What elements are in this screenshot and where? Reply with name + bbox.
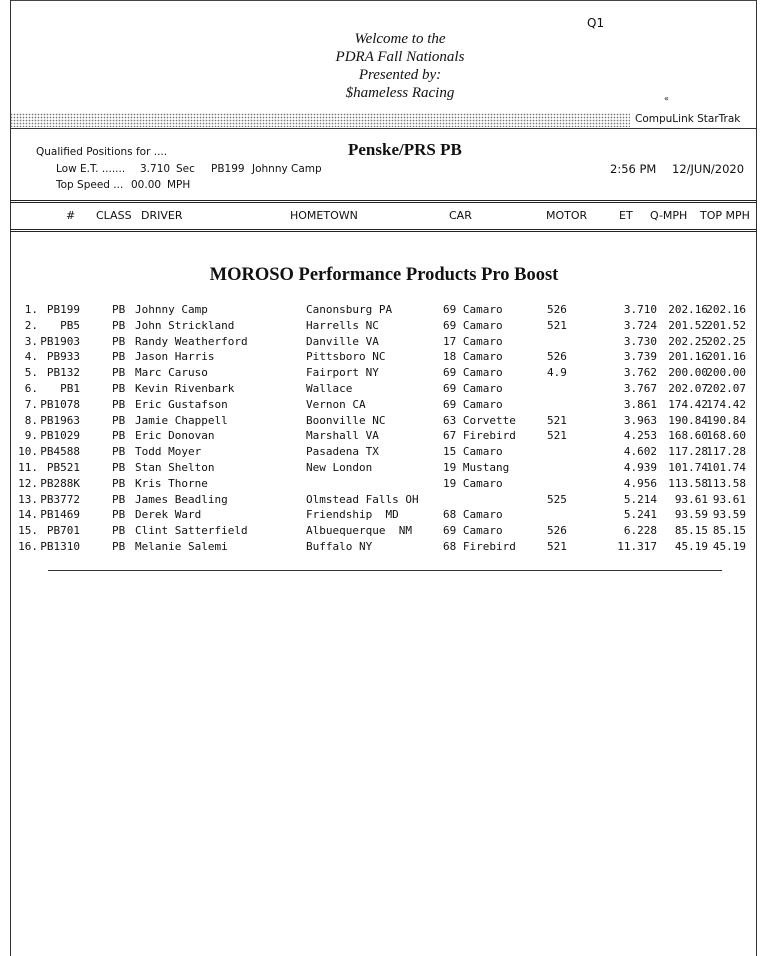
column-header-q-mph: Q-MPH xyxy=(650,209,688,222)
cell-q-mph: 190.84 xyxy=(668,413,708,427)
cell-car-number: PB5 xyxy=(60,318,80,332)
column-header-hometown: HOMETOWN xyxy=(290,209,358,222)
cell-car-number: PB521 xyxy=(46,461,80,474)
header-divider xyxy=(10,128,756,129)
cell-car: 19 Camaro xyxy=(443,476,503,490)
cell-motor: 521 xyxy=(547,413,567,427)
cell-hometown: New London xyxy=(306,461,373,474)
cell-driver: Jason Harris xyxy=(135,350,215,364)
table-row xyxy=(0,493,768,509)
cell-car: 18 Camaro xyxy=(443,350,503,364)
cell-hometown: Pittsboro NC xyxy=(306,350,386,364)
cell-car-number: PB933 xyxy=(46,350,80,364)
cell-et: 3.767 xyxy=(623,382,657,395)
cell-position: 14. xyxy=(18,508,38,522)
cell-car-number: PB1963 xyxy=(40,413,80,427)
cell-motor: 4.9 xyxy=(547,366,567,380)
cell-car-number: PB1078 xyxy=(40,397,80,411)
cell-top-mph: 93.61 xyxy=(712,492,746,506)
report-date: 12/JUN/2020 xyxy=(672,162,745,176)
cell-car: 63 Corvette xyxy=(443,413,516,427)
stray-mark: « xyxy=(664,94,669,103)
cell-class: PB xyxy=(112,476,126,490)
cell-et: 6.228 xyxy=(623,524,657,538)
column-header-top-mph: TOP MPH xyxy=(700,209,750,222)
cell-et: 11.317 xyxy=(617,540,657,553)
cell-car-number: PB1903 xyxy=(40,334,80,348)
cell-et: 4.253 xyxy=(623,429,657,443)
cell-position: 16. xyxy=(18,540,38,553)
cell-position: 6. xyxy=(24,382,38,395)
cell-q-mph: 93.59 xyxy=(674,508,708,522)
cell-et: 4.939 xyxy=(623,461,657,474)
cell-driver: Jamie Chappell xyxy=(135,413,228,427)
cell-hometown: Olmstead Falls OH xyxy=(306,492,419,506)
cell-et: 3.724 xyxy=(623,318,657,332)
cell-q-mph: 168.60 xyxy=(668,429,708,443)
cell-q-mph: 45.19 xyxy=(674,540,708,553)
cell-position: 15. xyxy=(18,524,38,538)
cell-car: 69 Camaro xyxy=(443,524,503,538)
cell-car: 17 Camaro xyxy=(443,334,503,348)
cell-motor: 525 xyxy=(547,492,567,506)
report-time: 2:56 PM xyxy=(610,162,657,176)
cell-top-mph: 113.58 xyxy=(706,476,746,490)
cell-motor: 526 xyxy=(547,350,567,364)
table-row xyxy=(0,524,768,540)
cell-q-mph: 202.25 xyxy=(668,334,708,348)
dotted-separator-band xyxy=(10,113,630,127)
cell-hometown: Boonville NC xyxy=(306,413,386,427)
cell-top-mph: 45.19 xyxy=(712,540,746,553)
cell-car: 69 Camaro xyxy=(443,397,503,411)
cell-position: 1. xyxy=(24,303,38,316)
cell-hometown: Wallace xyxy=(306,382,353,395)
cell-class: PB xyxy=(112,397,126,411)
cell-car: 69 Camaro xyxy=(443,366,503,380)
cell-class: PB xyxy=(112,303,126,316)
column-header-motor: MOTOR xyxy=(546,209,588,222)
table-row xyxy=(0,303,768,319)
table-row xyxy=(0,429,768,445)
cell-class: PB xyxy=(112,366,126,380)
cell-hometown: Harrells NC xyxy=(306,318,379,332)
cell-top-mph: 168.60 xyxy=(706,429,746,443)
cell-car: 69 Camaro xyxy=(443,318,503,332)
cell-top-mph: 117.28 xyxy=(706,445,746,459)
cell-car-number: PB4588 xyxy=(40,445,80,459)
page-top-rule xyxy=(10,0,756,1)
cell-car: 69 Camaro xyxy=(443,303,503,316)
table-row xyxy=(0,414,768,430)
cell-hometown: Friendship MD xyxy=(306,508,399,522)
qualified-positions-title: Qualified Positions for .... xyxy=(36,146,168,158)
cell-class: PB xyxy=(112,318,126,332)
cell-motor: 521 xyxy=(547,318,567,332)
table-row xyxy=(0,366,768,382)
cell-position: 13. xyxy=(18,492,38,506)
cell-position: 11. xyxy=(18,461,38,474)
cell-car-number: PB288K xyxy=(40,476,80,490)
cell-driver: John Strickland xyxy=(135,318,235,332)
cell-car-number: PB3772 xyxy=(40,492,80,506)
cell-position: 2. xyxy=(24,318,38,332)
cell-q-mph: 117.28 xyxy=(668,445,708,459)
cell-car-number: PB1029 xyxy=(40,429,80,443)
table-row xyxy=(0,477,768,493)
cell-q-mph: 200.00 xyxy=(668,366,708,380)
cell-class: PB xyxy=(112,492,126,506)
cell-et: 4.602 xyxy=(623,445,657,459)
top-speed-label: Top Speed ... xyxy=(56,179,124,191)
cell-top-mph: 202.25 xyxy=(706,334,746,348)
column-header-car: CAR xyxy=(449,209,472,222)
presented-by-line: Presented by: xyxy=(358,67,442,83)
cell-driver: Eric Donovan xyxy=(135,429,215,443)
cell-top-mph: 202.07 xyxy=(706,382,746,395)
cell-hometown: Fairport NY xyxy=(306,366,379,380)
cell-class: PB xyxy=(112,382,126,395)
cell-position: 12. xyxy=(18,476,38,490)
column-header-et: ET xyxy=(619,209,633,222)
cell-hometown: Buffalo NY xyxy=(306,540,373,553)
cell-motor: 526 xyxy=(547,524,567,538)
cell-car-number: PB1310 xyxy=(40,540,80,553)
table-header-bottom-rule xyxy=(10,229,756,232)
column-header-number: # xyxy=(66,209,76,222)
cell-car-number: PB1469 xyxy=(40,508,80,522)
cell-driver: Clint Satterfield xyxy=(135,524,248,538)
cell-q-mph: 85.15 xyxy=(674,524,708,538)
cell-car: 68 Firebird xyxy=(443,540,516,553)
cell-driver: Derek Ward xyxy=(135,508,202,522)
cell-et: 5.214 xyxy=(623,492,657,506)
top-speed-value: 00.00 xyxy=(131,179,162,191)
cell-top-mph: 101.74 xyxy=(706,461,746,474)
low-et-value: 3.710 xyxy=(140,163,171,175)
cell-top-mph: 201.16 xyxy=(706,350,746,364)
cell-car-number: PB1 xyxy=(60,382,80,395)
cell-class: PB xyxy=(112,445,126,459)
cell-driver: Kevin Rivenbark xyxy=(135,382,235,395)
cell-hometown: Danville VA xyxy=(306,334,379,348)
column-header-driver: DRIVER xyxy=(141,209,183,222)
cell-driver: Melanie Salemi xyxy=(135,540,228,553)
cell-car-number: PB701 xyxy=(46,524,80,538)
cell-motor: 521 xyxy=(547,429,567,443)
cell-class: PB xyxy=(112,524,126,538)
cell-hometown: Canonsburg PA xyxy=(306,303,393,316)
cell-driver: Stan Shelton xyxy=(135,461,215,474)
cell-q-mph: 113.58 xyxy=(668,476,708,490)
cell-car: 19 Mustang xyxy=(443,461,510,474)
cell-driver: Randy Weatherford xyxy=(135,334,248,348)
column-header-class: CLASS xyxy=(96,209,132,222)
cell-position: 4. xyxy=(24,350,38,364)
cell-car: 68 Camaro xyxy=(443,508,503,522)
table-row xyxy=(0,445,768,461)
low-et-car-number: PB199 xyxy=(211,163,245,175)
cell-driver: James Beadling xyxy=(135,492,228,506)
cell-top-mph: 202.16 xyxy=(706,303,746,316)
cell-car: 15 Camaro xyxy=(443,445,503,459)
event-title: MOROSO Performance Products Pro Boost xyxy=(209,265,559,285)
cell-position: 7. xyxy=(24,397,38,411)
cell-position: 5. xyxy=(24,366,38,380)
top-speed-unit: MPH xyxy=(167,179,191,191)
cell-et: 3.861 xyxy=(623,397,657,411)
cell-position: 10. xyxy=(18,445,38,459)
cell-q-mph: 101.74 xyxy=(668,461,708,474)
table-row xyxy=(0,508,768,524)
cell-car: 67 Firebird xyxy=(443,429,516,443)
cell-class: PB xyxy=(112,350,126,364)
cell-q-mph: 93.61 xyxy=(674,492,708,506)
cell-driver: Johnny Camp xyxy=(135,303,208,316)
cell-et: 3.710 xyxy=(623,303,657,316)
cell-hometown: Marshall VA xyxy=(306,429,379,443)
cell-q-mph: 202.16 xyxy=(668,303,708,316)
sponsor-line: $hameless Racing xyxy=(345,85,455,101)
timing-system-label: CompuLink StarTrak xyxy=(635,113,741,125)
cell-car-number: PB199 xyxy=(46,303,80,316)
cell-class: PB xyxy=(112,334,126,348)
low-et-label: Low E.T. ....... xyxy=(56,163,126,175)
cell-class: PB xyxy=(112,413,126,427)
cell-driver: Kris Thorne xyxy=(135,476,208,490)
cell-class: PB xyxy=(112,508,126,522)
cell-et: 3.730 xyxy=(623,334,657,348)
cell-top-mph: 85.15 xyxy=(712,524,746,538)
cell-car-number: PB132 xyxy=(46,366,80,380)
cell-et: 3.739 xyxy=(623,350,657,364)
cell-position: 3. xyxy=(24,334,38,348)
cell-car: 69 Camaro xyxy=(443,382,503,395)
cell-et: 4.956 xyxy=(623,476,657,490)
cell-et: 3.762 xyxy=(623,366,657,380)
cell-motor: 526 xyxy=(547,303,567,316)
class-title: Penske/PRS PB xyxy=(348,140,462,159)
results-bottom-rule xyxy=(48,570,722,571)
welcome-line: Welcome to the xyxy=(354,31,446,47)
cell-q-mph: 174.42 xyxy=(668,397,708,411)
cell-et: 3.963 xyxy=(623,413,657,427)
cell-q-mph: 201.16 xyxy=(668,350,708,364)
table-row xyxy=(0,461,768,477)
table-header-top-rule xyxy=(10,200,756,203)
cell-top-mph: 190.84 xyxy=(706,413,746,427)
low-et-driver: Johnny Camp xyxy=(252,163,322,175)
cell-hometown: Pasadena TX xyxy=(306,445,379,459)
cell-class: PB xyxy=(112,540,126,553)
cell-class: PB xyxy=(112,461,126,474)
cell-top-mph: 200.00 xyxy=(706,366,746,380)
table-row xyxy=(0,319,768,335)
cell-top-mph: 93.59 xyxy=(712,508,746,522)
cell-position: 8. xyxy=(24,413,38,427)
cell-driver: Marc Caruso xyxy=(135,366,208,380)
table-row xyxy=(0,398,768,414)
table-row xyxy=(0,350,768,366)
event-name-line: PDRA Fall Nationals xyxy=(335,49,465,65)
cell-hometown: Vernon CA xyxy=(306,397,366,411)
low-et-unit: Sec xyxy=(176,163,195,175)
cell-top-mph: 201.52 xyxy=(706,318,746,332)
cell-driver: Todd Moyer xyxy=(135,445,202,459)
cell-q-mph: 202.07 xyxy=(668,382,708,395)
cell-position: 9. xyxy=(24,429,38,443)
cell-top-mph: 174.42 xyxy=(706,397,746,411)
cell-hometown: Albuequerque NM xyxy=(306,524,412,538)
cell-class: PB xyxy=(112,429,126,443)
welcome-banner xyxy=(250,30,550,102)
table-row xyxy=(0,382,768,398)
cell-motor: 521 xyxy=(547,540,567,553)
table-row xyxy=(0,335,768,351)
table-row xyxy=(0,540,768,556)
cell-q-mph: 201.52 xyxy=(668,318,708,332)
qualifying-session-label: Q1 xyxy=(587,16,605,30)
cell-driver: Eric Gustafson xyxy=(135,397,228,411)
cell-et: 5.241 xyxy=(623,508,657,522)
